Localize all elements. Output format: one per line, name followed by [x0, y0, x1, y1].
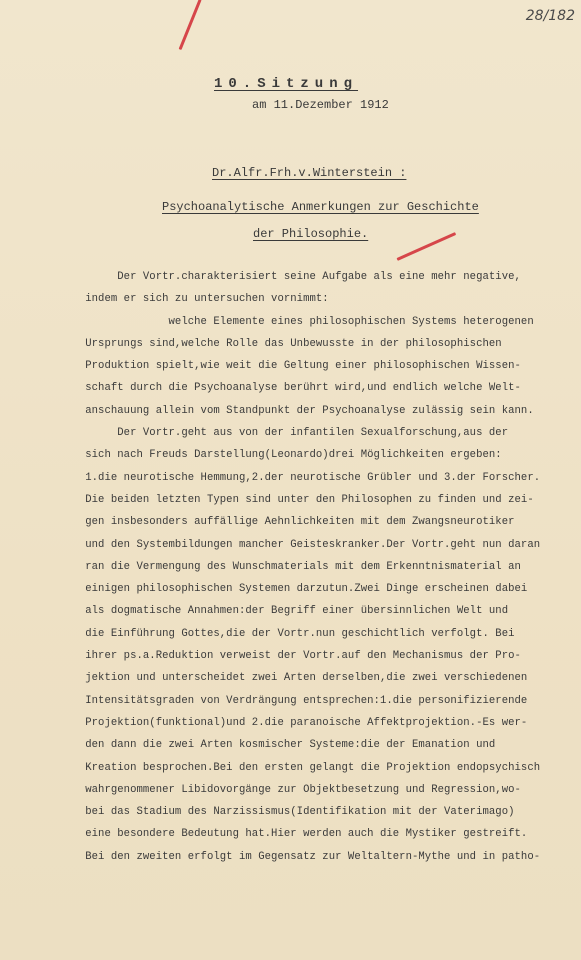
body-line: die Einführung Gottes,die der Vortr.nun geschichtlich verfolgt. Bei	[66, 627, 515, 640]
body-text	[66, 266, 576, 868]
body-line: sich nach Freuds Darstellung(Leonardo)drei Möglichkeiten ergeben:	[66, 449, 502, 462]
body-line: und den Systembildungen mancher Geisteskranker.Der Vortr.geht nun daran	[66, 538, 541, 551]
body-line: schaft durch die Psychoanalyse berührt wird,und endlich welche Welt-	[66, 382, 521, 395]
body-line: ran die Vermengung des Wunschmaterials mit dem Erkenntnismaterial an	[66, 560, 521, 573]
body-line: bei das Stadium des Narzissismus(Identifikation mit der Vaterimago)	[66, 806, 515, 819]
session-heading: 10.Sitzung	[214, 76, 359, 92]
red-pencil-mark	[396, 232, 455, 260]
body-line: wahrgenommener Libidovorgänge zur Objektbesetzung und Regression,wo-	[66, 783, 521, 796]
lecture-title-line-2: der Philosophie.	[253, 227, 369, 241]
body-line: eine besondere Bedeutung hat.Hier werden auch die Mystiker gestreift.	[66, 828, 528, 841]
body-line: indem er sich zu untersuchen vornimmt:	[66, 293, 329, 306]
body-line: Die beiden letzten Typen sind unter den Philosophen zu finden und zei-	[66, 493, 534, 506]
body-line: den dann die zwei Arten kosmischer Systeme:die der Emanation und	[66, 739, 496, 752]
body-line: 1.die neurotische Hemmung,2.der neurotische Grübler und 3.der Forscher.	[66, 471, 541, 484]
body-line: gen insbesonders auffällige Aehnlichkeiten mit dem Zwangsneurotiker	[66, 516, 515, 529]
body-line: ihrer ps.a.Reduktion verweist der Vortr.auf den Mechanismus der Pro-	[66, 650, 521, 663]
body-line: anschauung allein vom Standpunkt der Psychoanalyse zulässig sein kann.	[66, 404, 534, 417]
body-line: Ursprungs sind,welche Rolle das Unbewusste in der philosophischen	[66, 337, 502, 350]
lecture-title-line-1: Psychoanalytische Anmerkungen zur Geschichte	[162, 200, 479, 214]
body-line: jektion und unterscheidet zwei Arten derselben,die zwei verschiedenen	[66, 672, 528, 685]
body-line: Der Vortr.geht aus von der infantilen Sexualforschung,aus der	[66, 427, 509, 440]
lecture-author: Dr.Alfr.Frh.v.Winterstein :	[212, 166, 407, 180]
body-line: einigen philosophischen Systemen darzutun.Zwei Dinge erscheinen dabei	[66, 583, 528, 596]
body-line: Bei den zweiten erfolgt im Gegensatz zur Weltaltern-Mythe und in patho-	[66, 850, 541, 863]
body-line: Der Vortr.charakterisiert seine Aufgabe als eine mehr negative,	[66, 271, 521, 283]
session-date: am 11.Dezember 1912	[252, 98, 389, 112]
body-line: Projektion(funktional)und 2.die paranoische Affektprojektion.-Es wer-	[66, 716, 528, 729]
body-line: Intensitätsgraden von Verdrängung entsprechen:1.die personifizierende	[66, 694, 528, 707]
body-line: Kreation besprochen.Bei den ersten gelangt die Projektion endopsychisch	[66, 761, 541, 774]
body-line: welche Elemente eines philosophischen Systems heterogenen	[66, 315, 534, 328]
body-line: Produktion spielt,wie weit die Geltung einer philosophischen Wissen-	[66, 360, 521, 373]
body-line: als dogmatische Annahmen:der Begriff einer übersinnlichen Welt und	[66, 605, 509, 618]
red-pencil-mark	[179, 0, 202, 50]
folio-number: 28/182	[525, 8, 575, 24]
